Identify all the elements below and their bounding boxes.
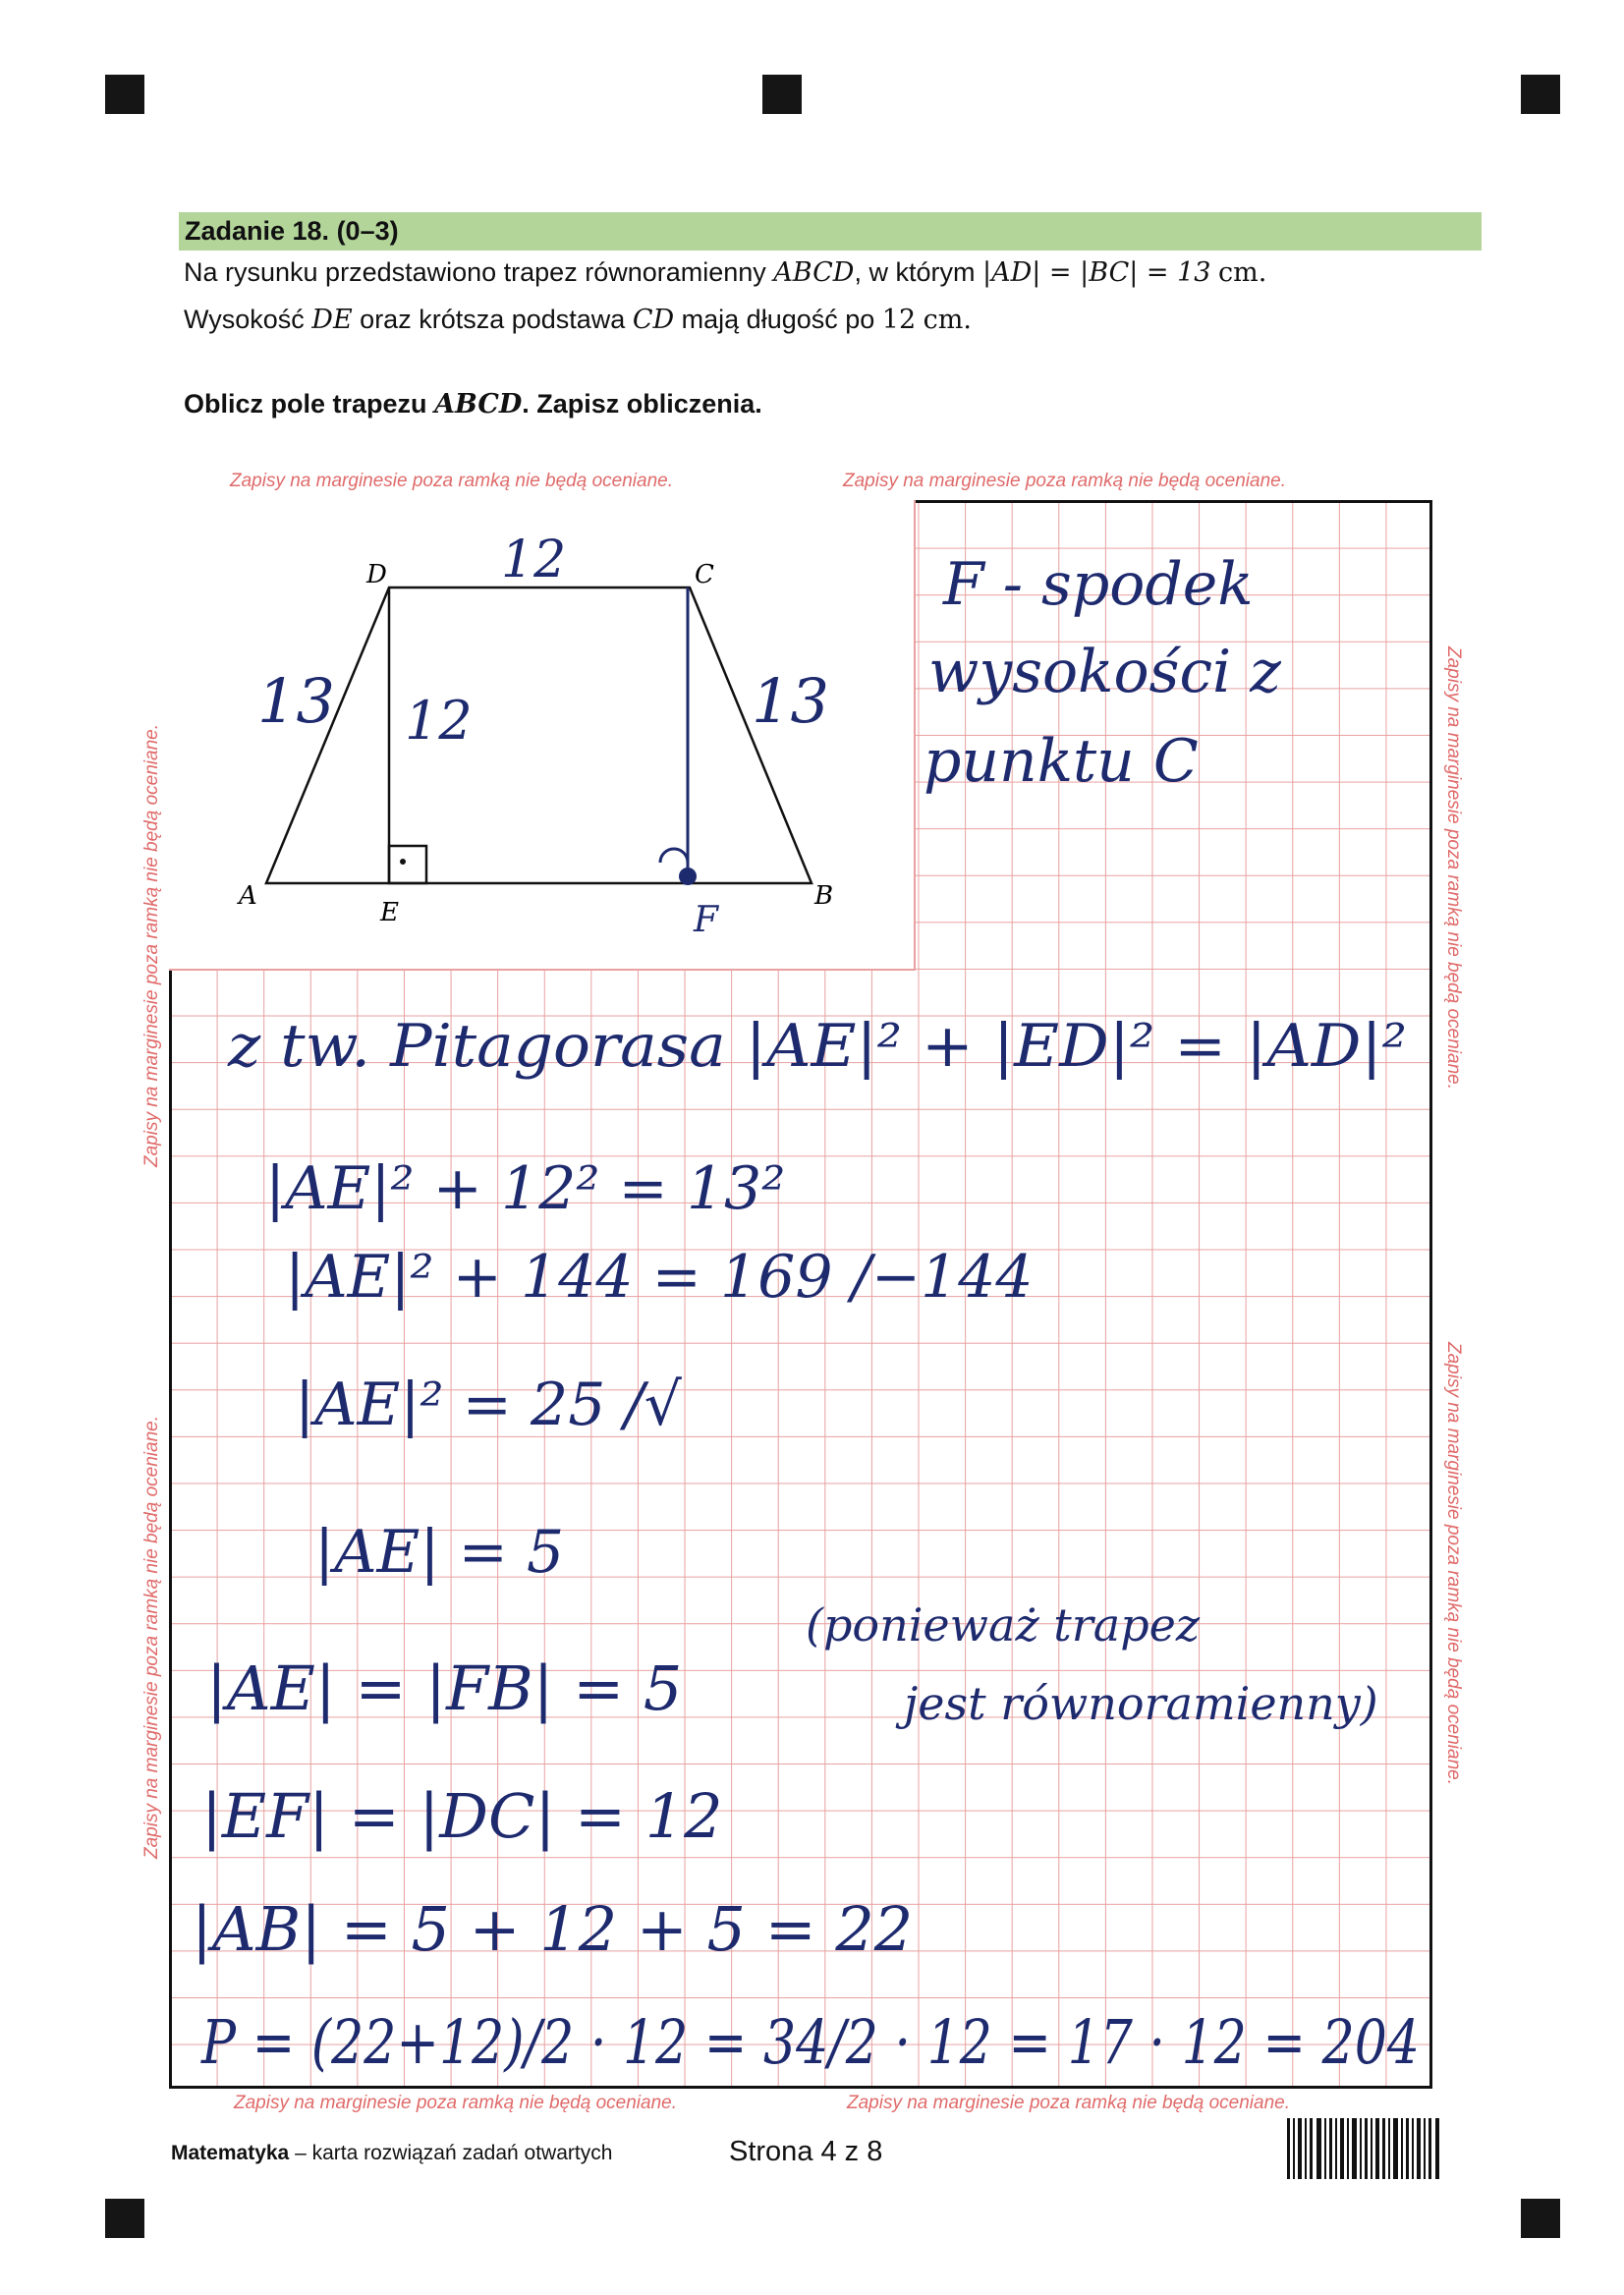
label-a: A bbox=[239, 881, 257, 911]
solution-line-6: |AE| = |FB| = 5 bbox=[206, 1652, 683, 1724]
margin-note-left-upper: Zapisy na marginesie poza ramką nie będą oceniane. bbox=[141, 724, 162, 1167]
math-abcd: ABCD bbox=[773, 257, 855, 288]
solution-line-1: z tw. Pitagorasa |AE|² + |ED|² = |AD|² bbox=[226, 1012, 1407, 1081]
task-text: Na rysunku przedstawiono trapez równoramienny bbox=[184, 257, 766, 287]
math-sides: |AD| = |BC| = 13 bbox=[982, 257, 1211, 288]
solution-line-2: |AE|² + 12² = 13² bbox=[265, 1154, 786, 1223]
margin-note-right-upper: Zapisy na marginesie poza ramką nie będą oceniane. bbox=[1443, 646, 1464, 1090]
label-c: C bbox=[695, 560, 714, 589]
task-text: Wysokość bbox=[184, 305, 305, 334]
note-line-2: wysokości z bbox=[928, 638, 1281, 706]
margin-note-bottom-right: Zapisy na marginesie poza ramką nie będą oceniane. bbox=[847, 2093, 1290, 2113]
margin-note-left-lower: Zapisy na marginesie poza ramką nie będą oceniane. bbox=[141, 1416, 162, 1859]
instruction-text: . Zapisz obliczenia. bbox=[522, 389, 762, 419]
math-cd: CD bbox=[632, 305, 675, 335]
hw-f: F bbox=[694, 900, 718, 940]
task-text: oraz krótsza podstawa bbox=[360, 305, 626, 334]
unit-cm: cm. bbox=[923, 305, 972, 335]
solution-line-4: |AE|² = 25 /√ bbox=[295, 1371, 682, 1439]
solution-line-3: |AE|² + 144 = 169 /−144 bbox=[285, 1243, 1034, 1312]
solution-line-8: |AB| = 5 + 12 + 5 = 22 bbox=[192, 1893, 914, 1965]
margin-note-top-left: Zapisy na marginesie poza ramką nie będą oceniane. bbox=[230, 471, 673, 491]
right-angle-arc bbox=[660, 849, 688, 863]
note-line-1: F - spodek bbox=[943, 550, 1254, 619]
solution-line-7: |EF| = |DC| = 12 bbox=[201, 1780, 723, 1852]
label-d: D bbox=[366, 560, 387, 589]
math-de: DE bbox=[311, 305, 353, 335]
note-line-3: punktu C bbox=[924, 727, 1199, 796]
hw-right-side: 13 bbox=[752, 665, 829, 737]
right-angle-mark bbox=[389, 846, 426, 883]
instruction-text: Oblicz pole trapezu bbox=[184, 389, 427, 419]
solution-line-9: P = (22+12)/2 · 12 = 34/2 · 12 = 17 · 12 = 204 bbox=[200, 2006, 1421, 2078]
footer-subject-name: Matematyka bbox=[171, 2142, 290, 2164]
task-text: , w którym bbox=[854, 257, 976, 287]
hw-top: 12 bbox=[501, 531, 567, 589]
task-text: mają długość po bbox=[681, 305, 875, 334]
margin-note-bottom-left: Zapisy na marginesie poza ramką nie będą oceniane. bbox=[234, 2093, 677, 2113]
point-f bbox=[679, 868, 697, 885]
bracket-note-2: jest równoramienny) bbox=[904, 1677, 1378, 1730]
bracket-note-1: (ponieważ trapez bbox=[806, 1598, 1201, 1651]
solution-line-5: |AE| = 5 bbox=[314, 1518, 565, 1587]
hw-height: 12 bbox=[405, 690, 473, 752]
hw-left-side: 13 bbox=[257, 665, 335, 737]
margin-note-right-lower: Zapisy na marginesie poza ramką nie będą oceniane. bbox=[1443, 1342, 1464, 1785]
page-number: Strona 4 z 8 bbox=[729, 2136, 883, 2167]
trapezoid-figure bbox=[266, 588, 812, 883]
footer-subject bbox=[171, 2142, 612, 2165]
math-abcd: ABCD bbox=[434, 389, 523, 420]
task-title: Zadanie 18. (0–3) bbox=[185, 216, 399, 246]
barcode bbox=[1287, 2118, 1440, 2179]
footer-description: – karta rozwiązań zadań otwartych bbox=[289, 2142, 613, 2164]
margin-note-top-right: Zapisy na marginesie poza ramką nie będą oceniane. bbox=[843, 471, 1286, 491]
math-12: 12 bbox=[881, 305, 917, 335]
label-e: E bbox=[380, 898, 399, 927]
label-b: B bbox=[814, 881, 834, 911]
unit-cm: cm. bbox=[1217, 257, 1267, 288]
trapezoid-outline bbox=[266, 588, 812, 883]
right-angle-dot bbox=[400, 859, 406, 865]
